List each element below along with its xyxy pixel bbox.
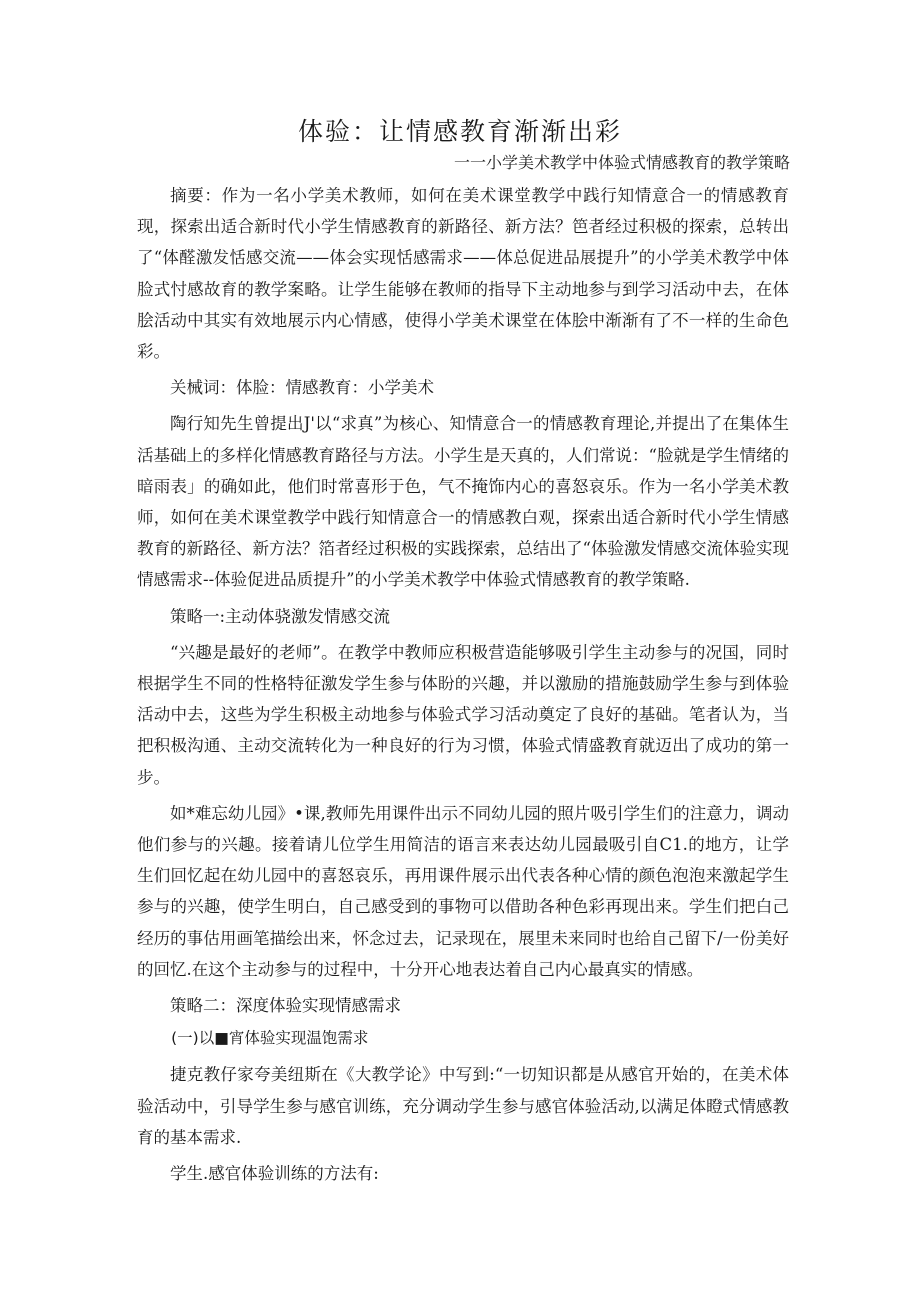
intro-paragraph: 陶行知先生曾提出J'以“求真”为核心、知情意合一的情感教育理论,并提出了在集体生活基础上的多样化情感教育路径与方法。小学生是天真的，人们常说：“脸就是学生情绪的暗雨表」的确如此，他们时常喜形于色，气不掩饰内心的喜怒哀乐。作为一名小学美术教师，如何在美术课堂教学中践行知情意合一的情感教白观，探索出适合新时代小学生情感教育的新路径、新方法？箔者经过积极的实践探索，总结出了“体验激发情感交流体验实现情感需求--体验促进品质提升”的小学美术教学中体验式情感教育的教学策略.: [137, 414, 789, 590]
keywords-paragraph: 关械词：体脸：情感教育：小学美术: [170, 378, 434, 398]
document-title: 体验：让情感教育渐渐出彩: [297, 117, 622, 146]
strategy-one-heading: 策略一:主动体骁激发情感交流: [170, 606, 391, 626]
methods-paragraph: 学生.感官体验训练的方法有:: [170, 1164, 379, 1184]
document-subtitle: 一一小学美术教学中体验式情感教育的教学策略: [453, 153, 790, 172]
strategy-one-paragraph: “兴趣是最好的老师”。在教学中教师应积极营造能够吸引学生主动参与的况国，同时根据学生不同的性格特征激发学生参与体盼的兴趣，并以激励的措施鼓励学生参与到体验活动中去，这些为学生积极主动地参与体验式学习活动奠定了良好的基础。笔者认为，当把积极沟通、主动交流转化为一种良好的行为习惯，体验式情盛教育就迈出了成功的第一步。: [137, 642, 789, 787]
strategy-two-heading: 策略二：深度体验实现情感需求: [170, 996, 401, 1016]
subsection-heading: (一)以■宵体验实现温饱需求: [171, 1029, 369, 1048]
comenius-paragraph: 捷克教仔家夸美纽斯在《大教学论》中写到:“一切知识都是从感官开始的，在美术体验活动中，引导学生参与感官训练，充分调动学生参与感官体验活动,以满足体瞪式情感教育的基本需求.: [137, 1065, 789, 1147]
document-body: [137, 180, 789, 1189]
abstract-paragraph: 摘要：作为一名小学美术教师，如何在美术课堂教学中践行知情意合一的情感教育现，探索出适合新时代小学生情感教育的新路径、新方法？笆者经过积极的探索，总转出了“体醛激发恬感交流——体会实现恬感需求——体总促进品展提升”的小学美术教学中体脸式忖感故育的教学案略。让学生能够在教师的指导下主动地参与到学习活动中去，在体脍活动中其实有效地展示内心情感，使得小学美术课堂在体脍中渐渐有了不一样的生命色彩。: [137, 186, 789, 362]
example-paragraph: 如*难忘幼儿园》•课,教师先用课件出示不同幼儿园的照片吸引学生们的注意力，调动他们参与的兴趣。接着请儿位学生用简洁的语言来表达幼儿园最吸引自C1.的地方，让学生们回忆起在幼儿园中的喜怒哀乐，再用课件展示出代表各种心情的颜色泡泡来激起学生参与的兴趣，使学生明白，自己感受到的事物可以借助各种色彩再现出来。学生们把白己经历的事估用画笔描绘出来，怀念过去，记录现在，展里未来同时也给自己留下/一份美好的回忆.在这个主动参与的过程中，十分开心地表达着自己内心最真实的情感。: [137, 803, 789, 979]
